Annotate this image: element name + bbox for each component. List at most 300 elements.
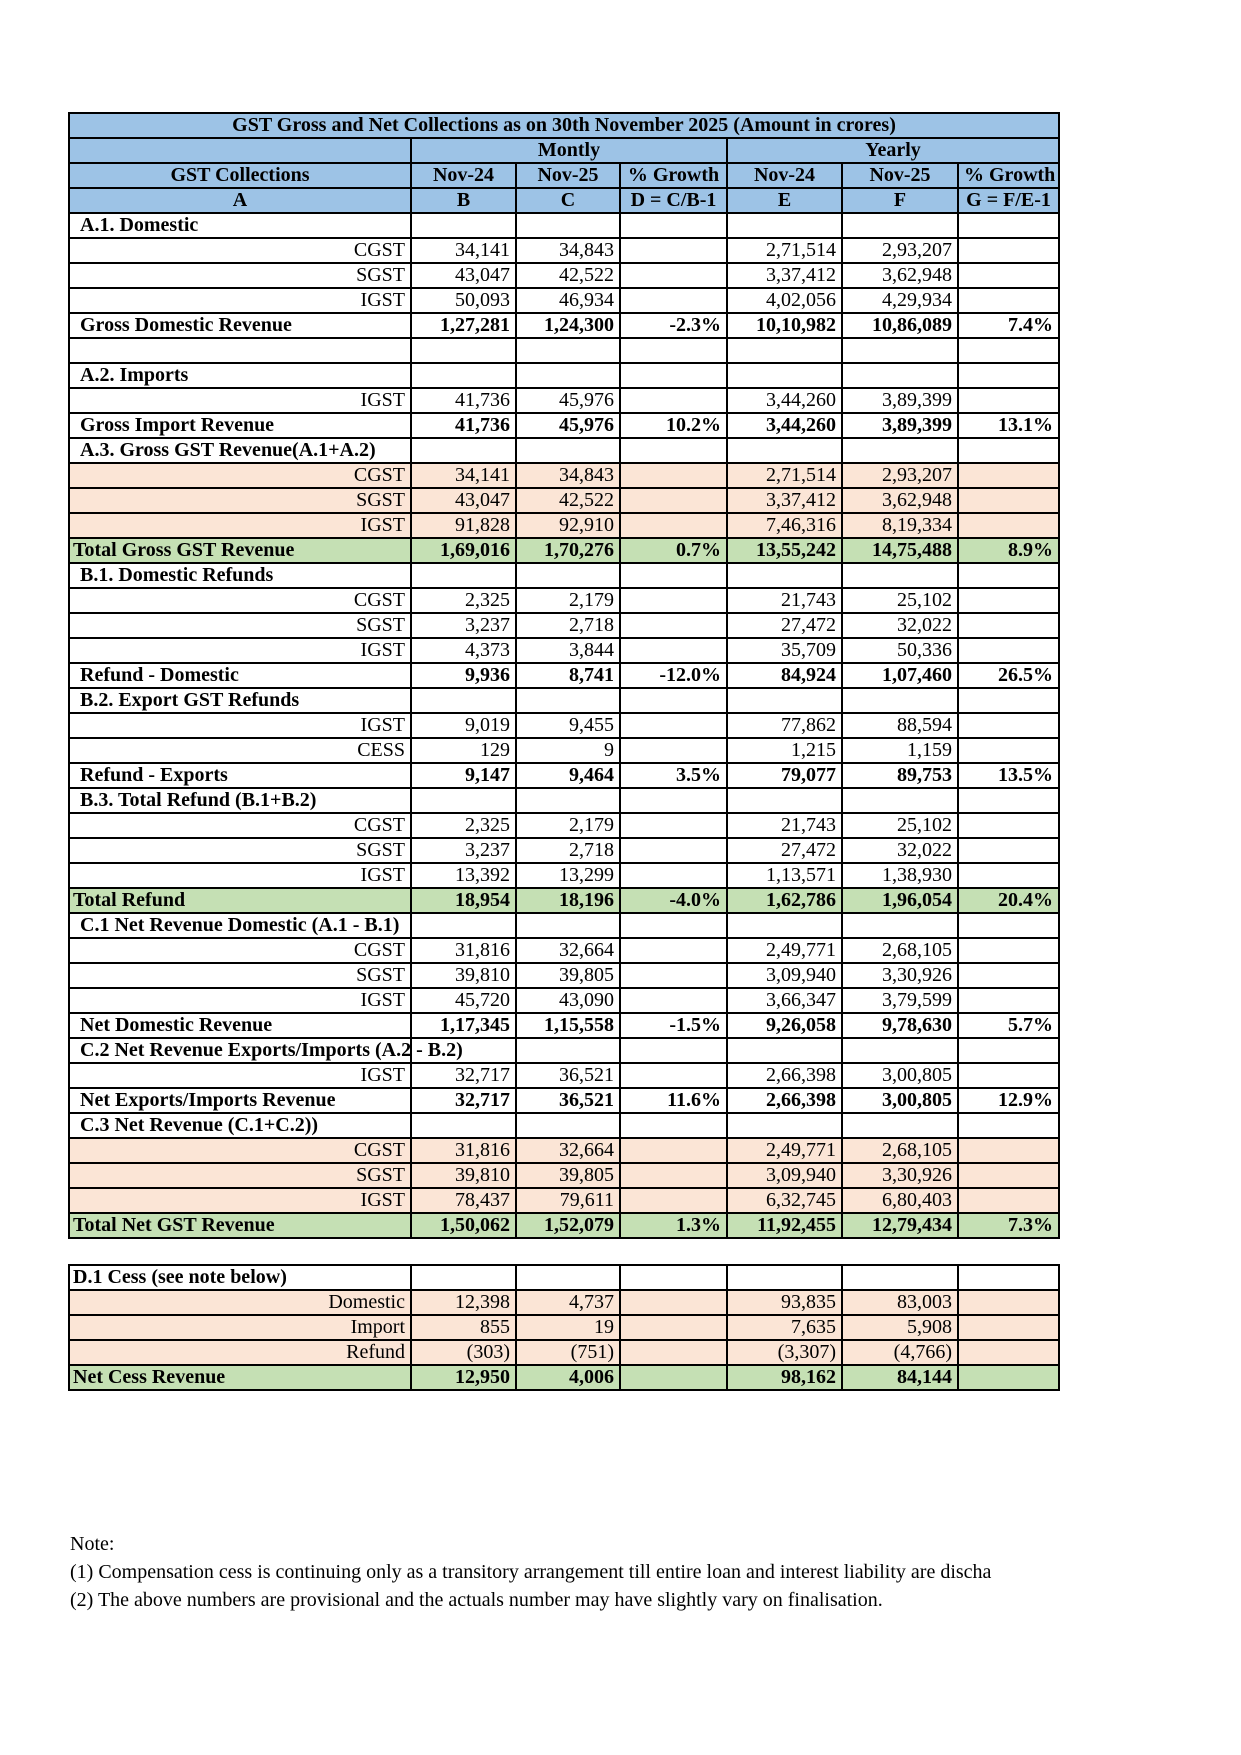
row-value [516,563,620,588]
row-label: Gross Import Revenue [69,413,411,438]
row-value: 10,10,982 [727,313,842,338]
row-value [411,338,516,363]
cess-heading: D.1 Cess (see note below) [69,1265,411,1290]
row-value: 1.3% [620,1213,727,1238]
row-value [727,688,842,713]
gst-collections-table [68,112,1060,1239]
row-label: IGST [69,388,411,413]
table-row [69,813,1059,838]
row-value [727,913,842,938]
cess-heading-row [69,1265,1059,1290]
row-value [958,1315,1059,1340]
table-row [69,488,1059,513]
row-value: 32,664 [516,1138,620,1163]
row-value: 2,179 [516,588,620,613]
row-value: 3,89,399 [842,388,958,413]
row-value: 32,022 [842,838,958,863]
row-value: 93,835 [727,1290,842,1315]
row-value: 39,805 [516,963,620,988]
row-label: C.2 Net Revenue Exports/Imports (A.2 - B.2) [69,1038,411,1063]
row-value: 34,141 [411,238,516,263]
table-row [69,1038,1059,1063]
row-value [958,963,1059,988]
row-value: 5.7% [958,1013,1059,1038]
row-value: 41,736 [411,388,516,413]
row-label: CGST [69,463,411,488]
row-value: 129 [411,738,516,763]
spacer-row [69,338,1059,363]
row-value [411,213,516,238]
note-line-2: (2) The above numbers are provisional and the actuals number may have slightly vary on finalisation. [70,1589,883,1611]
row-value: 3,66,347 [727,988,842,1013]
row-value [620,288,727,313]
row-value: 4,02,056 [727,288,842,313]
table-row [69,363,1059,388]
row-value: 7,46,316 [727,513,842,538]
row-value [727,213,842,238]
row-value [958,688,1059,713]
row-label: SGST [69,613,411,638]
row-value: 1,38,930 [842,863,958,888]
row-value [958,513,1059,538]
table-row [69,1290,1059,1315]
row-value: -1.5% [620,1013,727,1038]
row-value: 4,373 [411,638,516,663]
row-value [958,1038,1059,1063]
row-value: 43,090 [516,988,620,1013]
row-value: 9,455 [516,713,620,738]
row-value [958,913,1059,938]
row-value: 3,79,599 [842,988,958,1013]
gst-report [68,112,1058,1391]
row-value: 1,70,276 [516,538,620,563]
row-value [411,913,516,938]
row-value [620,438,727,463]
row-value [620,263,727,288]
row-value: 50,336 [842,638,958,663]
row-value [958,388,1059,413]
row-value: 2,49,771 [727,938,842,963]
row-value [958,738,1059,763]
note-line-1: (1) Compensation cess is continuing only as a transitory arrangement till entire loan and interest liability are discha [70,1561,992,1583]
row-value [620,1290,727,1315]
table-row [69,388,1059,413]
row-value: 2,718 [516,613,620,638]
row-label: Net Exports/Imports Revenue [69,1088,411,1113]
row-value: 43,047 [411,263,516,288]
row-value: 13,392 [411,863,516,888]
row-value [842,213,958,238]
row-label: A.1. Domestic [69,213,411,238]
row-value: 1,62,786 [727,888,842,913]
row-value [958,363,1059,388]
row-value: 18,196 [516,888,620,913]
row-value: 9,019 [411,713,516,738]
group-header-row [69,138,1059,163]
row-label: CGST [69,588,411,613]
row-value: 0.7% [620,538,727,563]
row-value [727,338,842,363]
row-value [620,913,727,938]
table-title: GST Gross and Net Collections as on 30th November 2025 (Amount in crores) [69,113,1059,138]
group-yearly: Yearly [727,138,1059,163]
row-value: 21,743 [727,813,842,838]
column-letter-row [69,188,1059,213]
row-value: 9,78,630 [842,1013,958,1038]
row-value: 20.4% [958,888,1059,913]
row-value: 32,717 [411,1088,516,1113]
row-value: 27,472 [727,838,842,863]
row-value [411,1113,516,1138]
row-value: 2,49,771 [727,1138,842,1163]
row-value [958,463,1059,488]
table-row [69,413,1059,438]
table-row [69,538,1059,563]
row-value [958,288,1059,313]
row-value [516,438,620,463]
row-value [411,563,516,588]
row-value [842,563,958,588]
row-value: 2,68,105 [842,1138,958,1163]
row-value [620,1063,727,1088]
row-label: IGST [69,638,411,663]
row-value: 25,102 [842,588,958,613]
row-value [516,913,620,938]
row-value: 39,805 [516,1163,620,1188]
row-value [958,1188,1059,1213]
row-value: 9,464 [516,763,620,788]
row-value [620,1038,727,1063]
row-value [620,238,727,263]
row-value: 34,141 [411,463,516,488]
row-value: 12.9% [958,1088,1059,1113]
row-value [620,963,727,988]
table-row [69,688,1059,713]
table-row [69,1340,1059,1365]
row-value: 3,09,940 [727,963,842,988]
table-row [69,463,1059,488]
row-value: 2,66,398 [727,1063,842,1088]
row-value [620,863,727,888]
row-value: 3,237 [411,838,516,863]
row-value: 6,80,403 [842,1188,958,1213]
row-value: 13.5% [958,763,1059,788]
row-label [69,338,411,363]
title-row [69,113,1059,138]
row-label: A.2. Imports [69,363,411,388]
row-value [958,788,1059,813]
row-value: 1,07,460 [842,663,958,688]
row-value [411,788,516,813]
row-value: 12,950 [411,1365,516,1390]
table-row [69,638,1059,663]
row-value: 35,709 [727,638,842,663]
row-value: 88,594 [842,713,958,738]
row-value: 12,79,434 [842,1213,958,1238]
row-value [958,563,1059,588]
column-header-row [69,163,1059,188]
col-letter-b: B [411,188,516,213]
row-value: 92,910 [516,513,620,538]
table-row [69,513,1059,538]
row-label: SGST [69,263,411,288]
row-label: Refund - Domestic [69,663,411,688]
col-header-c: Nov-25 [516,163,620,188]
row-value: 2,325 [411,813,516,838]
row-value: 3,844 [516,638,620,663]
row-value: 3,237 [411,613,516,638]
row-label: Total Gross GST Revenue [69,538,411,563]
row-value: 9,936 [411,663,516,688]
row-value: 39,810 [411,1163,516,1188]
row-value [620,738,727,763]
table-row [69,288,1059,313]
row-value: 36,521 [516,1063,620,1088]
row-value [727,1038,842,1063]
row-value [958,613,1059,638]
row-value: 25,102 [842,813,958,838]
row-value [516,338,620,363]
row-value [411,438,516,463]
row-value [411,688,516,713]
row-label: SGST [69,488,411,513]
table-row [69,1138,1059,1163]
table-row [69,213,1059,238]
row-value [842,913,958,938]
row-value: 19 [516,1315,620,1340]
row-value [620,938,727,963]
row-label: IGST [69,1188,411,1213]
row-value: 3,30,926 [842,963,958,988]
table-row [69,913,1059,938]
row-value: 4,006 [516,1365,620,1390]
row-value [516,688,620,713]
row-value: 3,37,412 [727,263,842,288]
row-value [842,338,958,363]
row-value: 34,843 [516,238,620,263]
table-row [69,1213,1059,1238]
row-value: 32,664 [516,938,620,963]
row-value: 4,737 [516,1290,620,1315]
table-row [69,263,1059,288]
row-value: 4,29,934 [842,288,958,313]
row-value [516,363,620,388]
table-row [69,963,1059,988]
row-value [958,838,1059,863]
row-value [958,1138,1059,1163]
table-row [69,613,1059,638]
row-value: 2,66,398 [727,1088,842,1113]
row-value [620,638,727,663]
row-value: 3,44,260 [727,413,842,438]
row-value [516,1038,620,1063]
row-value: 9,147 [411,763,516,788]
row-value: 1,17,345 [411,1013,516,1038]
row-value: 2,179 [516,813,620,838]
row-value: 78,437 [411,1188,516,1213]
row-value: 42,522 [516,488,620,513]
row-label: SGST [69,963,411,988]
row-value [516,788,620,813]
col-header-label: GST Collections [69,163,411,188]
row-value: 45,720 [411,988,516,1013]
row-value: 1,52,079 [516,1213,620,1238]
row-value: 18,954 [411,888,516,913]
row-value [620,813,727,838]
table-row [69,788,1059,813]
row-label: Refund - Exports [69,763,411,788]
row-value [620,988,727,1013]
row-value [620,1340,727,1365]
row-label: Total Net GST Revenue [69,1213,411,1238]
row-value: 45,976 [516,388,620,413]
row-label: C.3 Net Revenue (C.1+C.2)) [69,1113,411,1138]
row-value: -12.0% [620,663,727,688]
table-row [69,1315,1059,1340]
col-letter-e: E [727,188,842,213]
col-header-e: Nov-24 [727,163,842,188]
row-value [958,863,1059,888]
table-row [69,588,1059,613]
row-value: 1,69,016 [411,538,516,563]
row-label: CGST [69,938,411,963]
row-value: 11.6% [620,1088,727,1113]
row-value: 89,753 [842,763,958,788]
row-value [620,1138,727,1163]
row-value [620,488,727,513]
table-row [69,238,1059,263]
notes-heading: Note: [70,1533,115,1555]
row-value: 36,521 [516,1088,620,1113]
table-row [69,763,1059,788]
row-label: Total Refund [69,888,411,913]
row-value [958,1340,1059,1365]
row-label: IGST [69,863,411,888]
row-value: 7,635 [727,1315,842,1340]
row-value: (751) [516,1340,620,1365]
row-value: (4,766) [842,1340,958,1365]
row-value: 32,022 [842,613,958,638]
row-value: 1,50,062 [411,1213,516,1238]
row-value: 13,299 [516,863,620,888]
row-value [620,513,727,538]
row-label: SGST [69,1163,411,1188]
row-value: 91,828 [411,513,516,538]
row-value [411,363,516,388]
row-label: SGST [69,838,411,863]
row-value: 79,077 [727,763,842,788]
row-value: 7.4% [958,313,1059,338]
row-value: 77,862 [727,713,842,738]
row-value [727,438,842,463]
row-value: 3,62,948 [842,263,958,288]
row-label: C.1 Net Revenue Domestic (A.1 - B.1) [69,913,411,938]
row-value [620,1163,727,1188]
group-monthly: Montly [411,138,727,163]
row-value [620,788,727,813]
row-value: 26.5% [958,663,1059,688]
row-value: 2,325 [411,588,516,613]
table-row [69,1013,1059,1038]
row-value [620,463,727,488]
row-value: 14,75,488 [842,538,958,563]
row-label: CGST [69,1138,411,1163]
table-row [69,1113,1059,1138]
col-letter-g: G = F/E-1 [958,188,1059,213]
row-value: 855 [411,1315,516,1340]
row-label: IGST [69,988,411,1013]
row-value [620,588,727,613]
row-value [620,563,727,588]
row-value: 9,26,058 [727,1013,842,1038]
row-value: (303) [411,1340,516,1365]
row-value [620,688,727,713]
row-value [842,363,958,388]
row-value [958,713,1059,738]
row-value: -4.0% [620,888,727,913]
row-value: 11,92,455 [727,1213,842,1238]
row-value: 46,934 [516,288,620,313]
row-label: IGST [69,713,411,738]
col-letter-a: A [69,188,411,213]
row-value [842,688,958,713]
row-value [620,363,727,388]
row-label: B.1. Domestic Refunds [69,563,411,588]
row-value: 5,908 [842,1315,958,1340]
row-value: 45,976 [516,413,620,438]
row-value: 3,37,412 [727,488,842,513]
table-row [69,713,1059,738]
row-label: Refund [69,1340,411,1365]
row-value: 31,816 [411,938,516,963]
row-value: 3,00,805 [842,1063,958,1088]
row-value: 1,24,300 [516,313,620,338]
row-value [842,788,958,813]
col-letter-c: C [516,188,620,213]
row-value [958,238,1059,263]
row-value: 84,144 [842,1365,958,1390]
row-value: 1,13,571 [727,863,842,888]
row-value [958,263,1059,288]
row-value: 6,32,745 [727,1188,842,1213]
row-value: 2,71,514 [727,238,842,263]
row-label: IGST [69,513,411,538]
row-value [958,1113,1059,1138]
row-value [727,563,842,588]
row-value [958,988,1059,1013]
row-value: 1,159 [842,738,958,763]
table-row [69,663,1059,688]
row-value: 42,522 [516,263,620,288]
row-value: -2.3% [620,313,727,338]
col-header-d: % Growth [620,163,727,188]
row-value [620,1315,727,1340]
table-row [69,888,1059,913]
row-value: 1,27,281 [411,313,516,338]
row-value: 43,047 [411,488,516,513]
col-header-b: Nov-24 [411,163,516,188]
row-value [958,1365,1059,1390]
table-row [69,1163,1059,1188]
row-value [958,1290,1059,1315]
row-value: 31,816 [411,1138,516,1163]
table-row [69,1365,1059,1390]
row-value: 7.3% [958,1213,1059,1238]
col-letter-f: F [842,188,958,213]
row-value: 2,68,105 [842,938,958,963]
row-value [842,1038,958,1063]
row-value [958,938,1059,963]
